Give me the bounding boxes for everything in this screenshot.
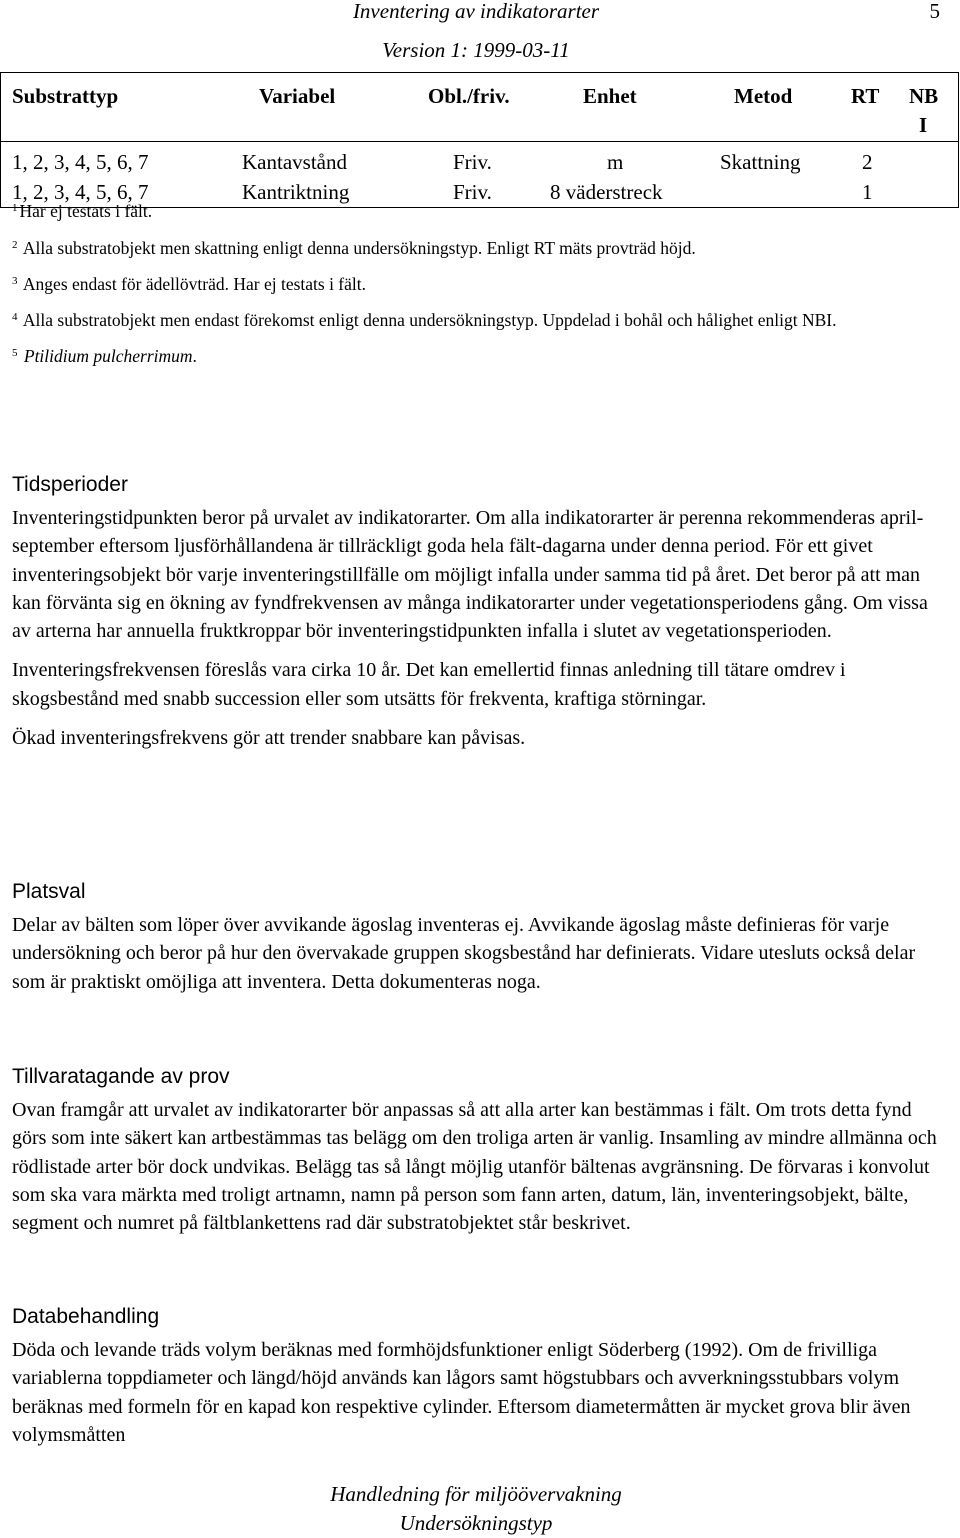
paragraph: Ovan framgår att urvalet av indikatorarter bör anpassas så att alla arter kan bestämmas i fält. Om trots detta fynd görs som inte säkert kan artbestämmas tas belägg om den troliga arten är vanlig. Insamling av mindre allmänna och rödlistade arter bör dock undvikas. Belägg tas så långt möjlig utanför bältenas avgränsning. De förvaras i konvolut som ska vara märkta med troligt artnamn, namn på person som fann arten, datum, län, inventeringsobjekt, bälte, segment och numret på fältblankettens rad där substratobjektet står beskrivet. (12, 1099, 937, 1235)
column-header-nb: NB (909, 84, 939, 108)
cell-enhet: 8 väderstreck (550, 180, 663, 204)
column-header-enhet: Enhet (583, 84, 637, 108)
column-header-rt: RT (851, 84, 880, 108)
column-header-substrattyp: Substrattyp (12, 84, 119, 108)
cell-rt: 2 (862, 150, 873, 174)
cell-enhet: m (607, 150, 624, 174)
footnote: $^2$ Alla substratobjekt men skattning enligt denna undersökningstyp. Enligt RT mäts provträd höjd. (12, 238, 696, 258)
table-header-row (1, 73, 958, 142)
section-heading: Databehandling (12, 1305, 160, 1328)
paragraph: Ökad inventeringsfrekvens gör att trender snabbare kan påvisas. (12, 727, 526, 750)
section-heading: Tidsperioder (12, 473, 128, 496)
footnote: $^5$ Ptilidium pulcherrimum. (12, 346, 197, 366)
cell-metod: Skattning (720, 150, 801, 174)
document-title: Inventering av indikatorarter (352, 0, 600, 23)
variable-table (0, 72, 959, 208)
footnotes (12, 196, 942, 377)
cell-variabel: Kantriktning (242, 180, 350, 204)
paragraph: Inventeringstidpunkten beror på urvalet av indikatorarter. Om alla indikatorarter är perenna rekommenderas april-september eftersom ljusförhållandena är tillräckligt goda hela fält-dagarna under denna period. För ett givet inventeringsobjekt bör varje inventeringstillfälle om möjligt infalla under samma tid på året. Det beror på att man kan förvänta sig en ökning av fyndfrekvensen av många indikatorarter under vegetationsperiodens gång. Om vissa av arterna har annuella fruktkroppar bör inventeringstidpunkten infalla i slutet av vegetationsperioden. (12, 507, 928, 643)
footer-line-2: Undersökningstyp (399, 1511, 553, 1535)
footnote: $^3$ Anges endast för ädellövträd. Har ej testats i fält. (12, 274, 367, 294)
paragraph: Döda och levande träds volym beräknas med formhöjdsfunktioner enligt Söderberg (1992). Om de frivilliga variablerna toppdiameter och längd/höjd används kan lågors samt högstubbars och avverkningsstubbars volym beräknas med formeln för en kapad kon respektive cylinder. Eftersom diametermåtten är mycket grova blir även volymsmåtten (12, 1339, 911, 1446)
section-heading: Platsval (12, 880, 86, 903)
column-header-variabel: Variabel (259, 84, 336, 108)
section-tidsperioder (12, 470, 942, 752)
column-header-nbi-suffix: I (919, 113, 928, 137)
paragraph: Inventeringsfrekvensen föreslås vara cirka 10 år. Det kan emellertid finnas anledning till tätare omdrev i skogsbestånd med snabb succession eller som utsätts för frekventa, kraftiga störningar. (12, 659, 846, 710)
cell-obl-friv: Friv. (453, 180, 492, 204)
column-header-metod: Metod (734, 84, 793, 108)
column-header-obl-friv: Obl./friv. (428, 84, 510, 108)
section-platsval (12, 877, 942, 996)
cell-variabel: Kantavstånd (242, 150, 347, 174)
paragraph: Delar av bälten som löper över avvikande ägoslag inventeras ej. Avvikande ägoslag måste definieras för varje undersökning och beror på hur den övervakade gruppen skogsbestånd har definierats. Vidare utesluts också delar som är praktiskt omöjliga att inventera. Detta dokumenteras noga. (12, 914, 916, 993)
cell-substrattyp: 1, 2, 3, 4, 5, 6, 7 (12, 150, 149, 174)
footnote: $^1$ Har ej testats i fält. (12, 201, 153, 221)
cell-obl-friv: Friv. (453, 150, 492, 174)
document-version: Version 1: 1999-03-11 (382, 38, 570, 62)
cell-substrattyp: 1, 2, 3, 4, 5, 6, 7 (12, 180, 149, 204)
section-databehandling (12, 1302, 942, 1449)
cell-rt: 1 (862, 180, 873, 204)
footnote: $^4$ Alla substratobjekt men endast förekomst enligt denna undersökningstyp. Uppdelad i bohål och hålighet enligt NBI. (12, 310, 837, 330)
section-heading: Tillvaratagande av prov (12, 1065, 230, 1088)
page-number: 5 (929, 0, 940, 23)
section-tillvaratagande-av-prov (12, 1062, 942, 1237)
table-row (1, 147, 958, 177)
footer-line-1: Handledning för miljöövervakning (330, 1482, 622, 1506)
